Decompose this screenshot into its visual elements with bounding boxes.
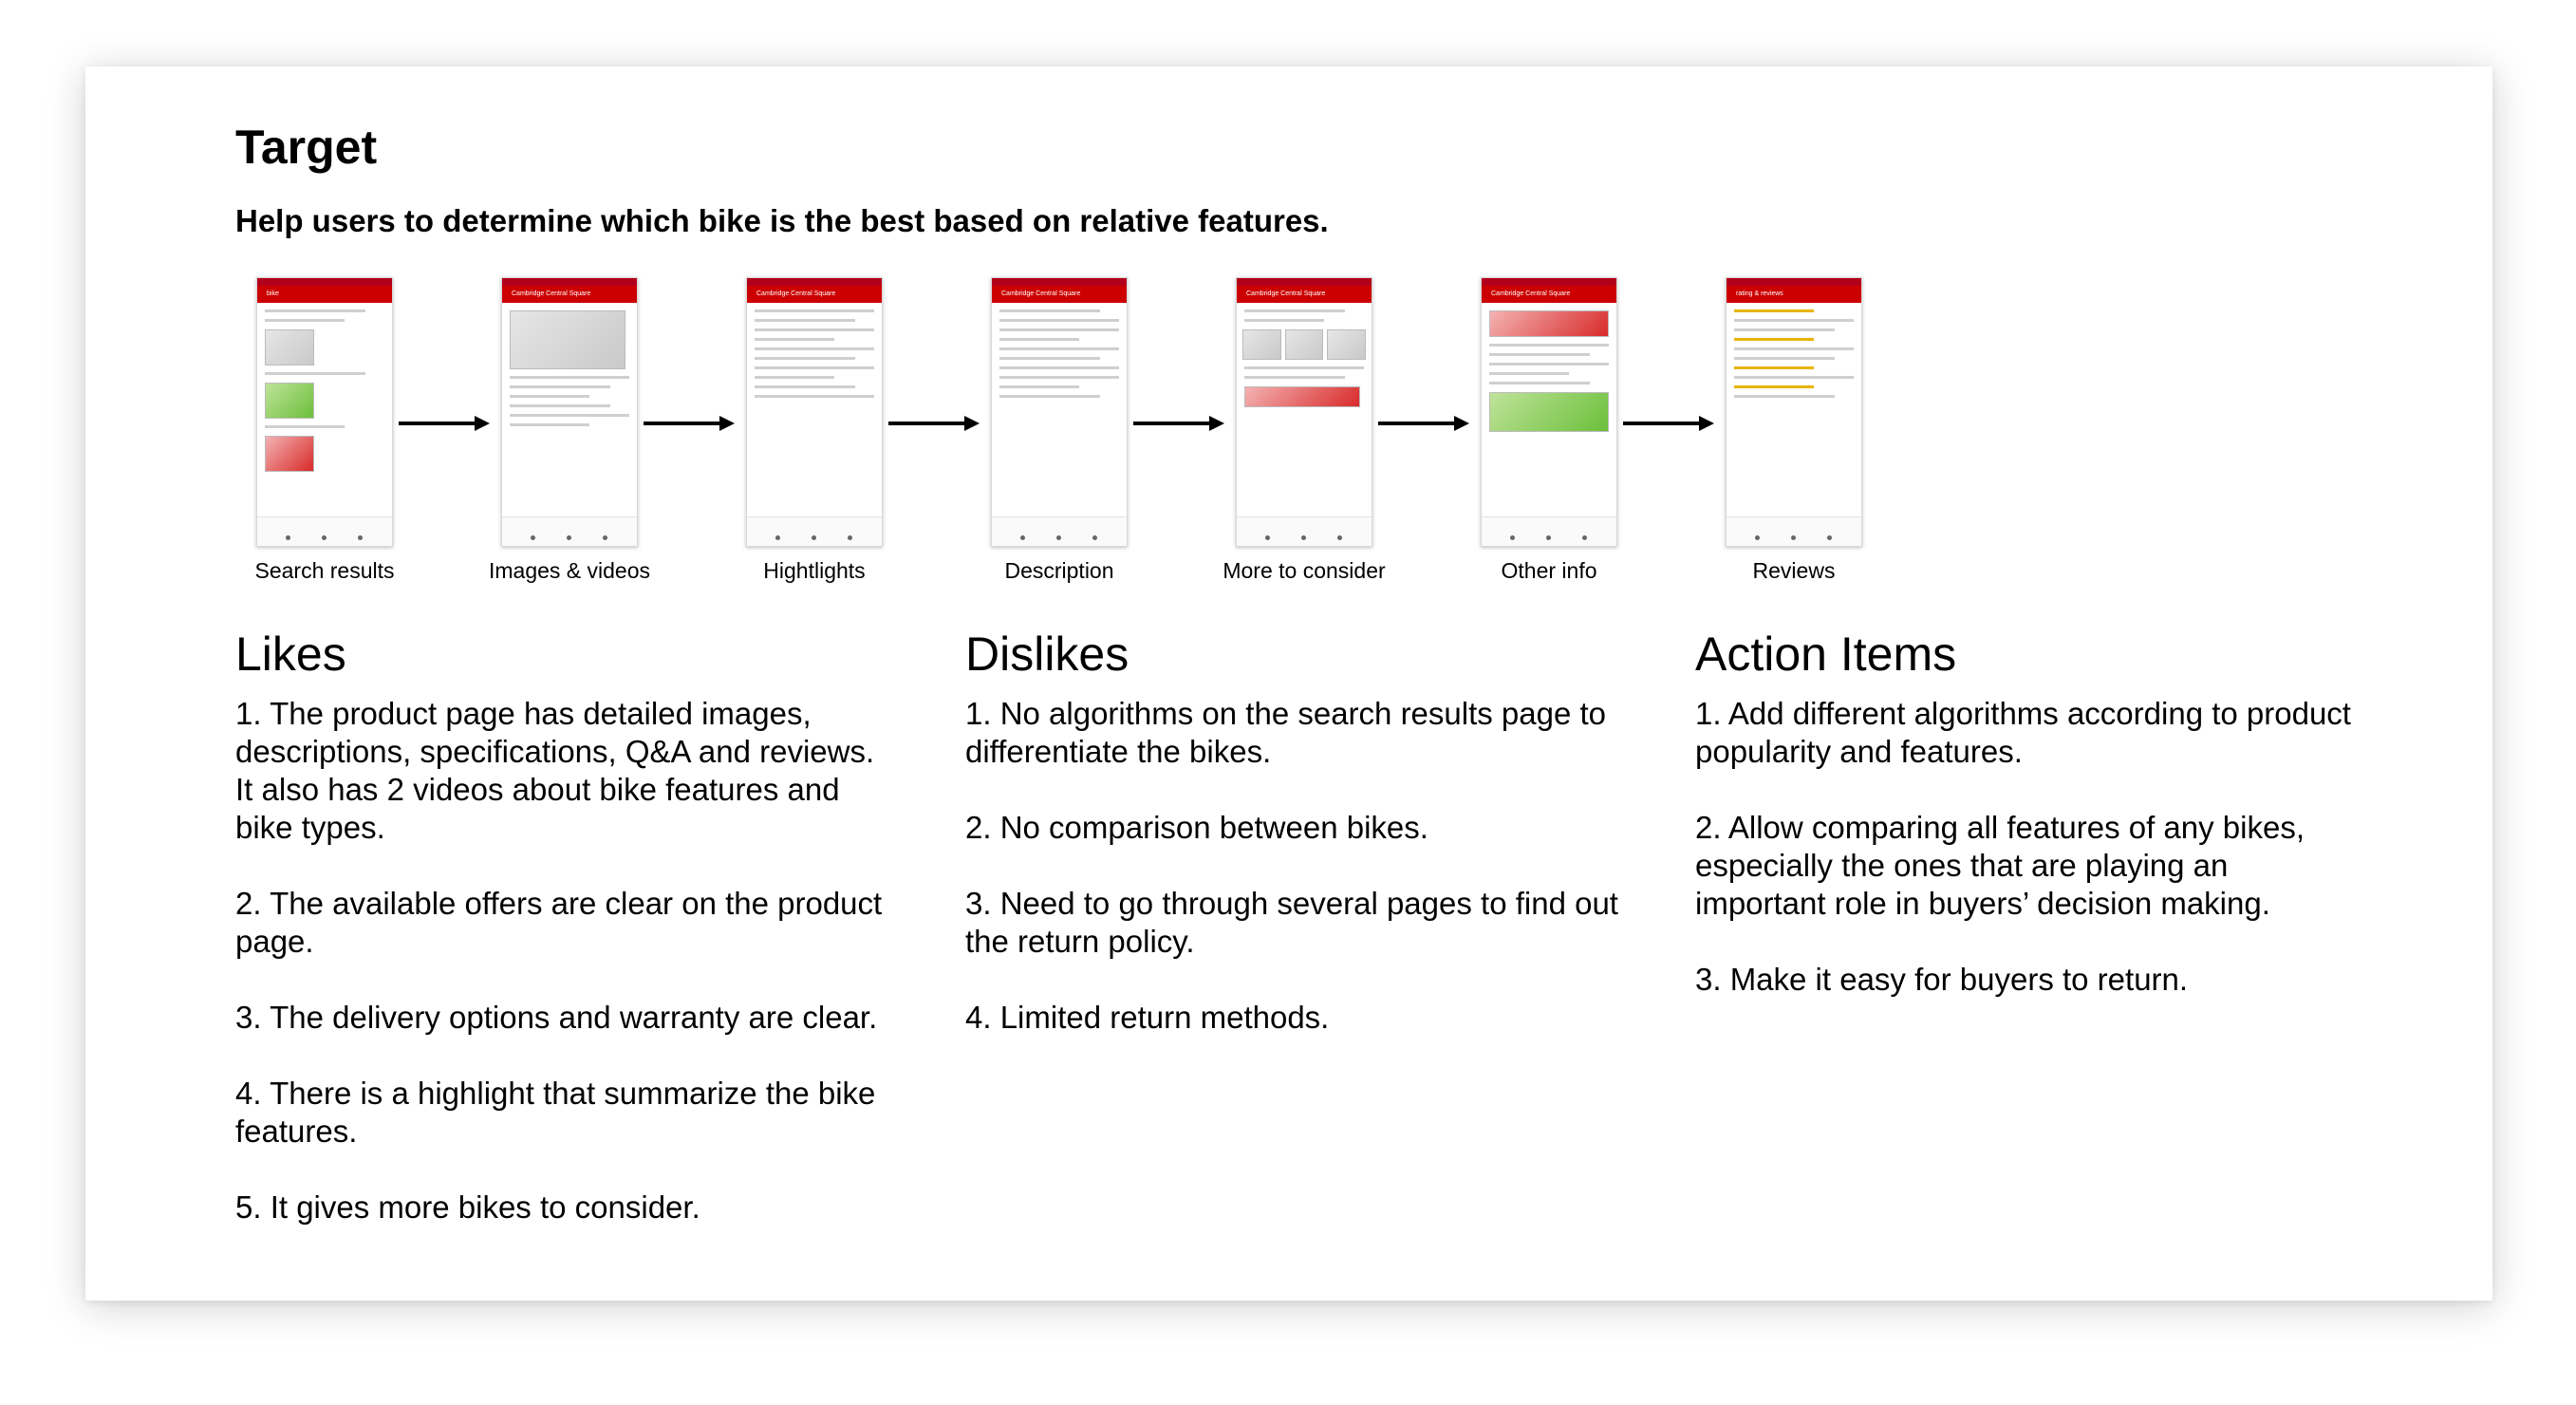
phone-screenshot — [991, 277, 1128, 547]
offer-banner — [1489, 310, 1609, 337]
step-label: Images & videos — [488, 558, 651, 583]
phone-screenshot — [1481, 277, 1617, 547]
action-items-heading: Action Items — [1695, 628, 1957, 681]
bike-thumbnail — [1327, 329, 1366, 360]
phone-screenshot — [256, 277, 393, 547]
likes-item: 5. It gives more bikes to consider. — [235, 1190, 700, 1225]
screen-title: Cambridge Central Square — [747, 286, 882, 303]
screen-title: Cambridge Central Square — [1237, 286, 1372, 303]
likes-item: 4. There is a highlight that summarize the bike features. — [235, 1076, 876, 1149]
screen-title: Cambridge Central Square — [992, 286, 1127, 303]
phone-screenshot — [1236, 277, 1372, 547]
phone-screenshot — [1726, 277, 1862, 547]
dislikes-item: 3. Need to go through several pages to find out the return policy. — [965, 886, 1618, 959]
action-item: 2. Allow comparing all features of any bikes, especially the ones that are playing an important role in buyers’ decision making. — [1695, 810, 2305, 921]
step-label: Other info — [1501, 558, 1597, 583]
action-item: 3. Make it easy for buyers to return. — [1695, 962, 2189, 997]
screen-title: Cambridge Central Square — [502, 286, 637, 303]
bike-thumbnail — [1242, 329, 1281, 360]
page-title: Target — [235, 121, 378, 174]
likes-heading: Likes — [235, 628, 346, 681]
bike-thumbnail — [265, 329, 314, 365]
dislikes-heading: Dislikes — [965, 628, 1129, 681]
step-label: Description — [1004, 558, 1114, 583]
action-item: 1. Add different algorithms according to product popularity and features. — [1695, 696, 2351, 769]
likes-item: 1. The product page has detailed images, descriptions, specifications, Q&A and reviews. It also has 2 videos about bike features and bike types. — [235, 696, 875, 845]
dislikes-item: 2. No comparison between bikes. — [965, 810, 1428, 845]
likes-item: 3. The delivery options and warranty are clear. — [235, 1000, 878, 1035]
phone-screenshot — [746, 277, 883, 547]
action-items-section — [1695, 627, 2360, 1037]
promo-banner — [1489, 392, 1609, 432]
offer-banner — [1244, 386, 1360, 407]
page-subtitle: Help users to determine which bike is the best based on relative features. — [235, 203, 1329, 238]
likes-section — [235, 627, 900, 1264]
screen-flow — [85, 277, 2492, 590]
likes-item: 2. The available offers are clear on the product page. — [235, 886, 883, 959]
flow-step-reviews — [1680, 277, 1908, 584]
step-label: Hightlights — [763, 558, 866, 583]
step-label: Search results — [254, 558, 395, 583]
screen-title: bike — [257, 286, 392, 303]
step-label: More to consider — [1223, 558, 1386, 583]
phone-screenshot — [501, 277, 638, 547]
step-label: Reviews — [1752, 558, 1836, 583]
bike-thumbnail — [265, 383, 314, 419]
bike-thumbnail — [1285, 329, 1324, 360]
dislikes-section — [965, 627, 1630, 1075]
product-image — [510, 310, 625, 369]
bike-thumbnail — [265, 436, 314, 472]
screen-title: Cambridge Central Square — [1482, 286, 1616, 303]
screen-title: rating & reviews — [1727, 286, 1861, 303]
dislikes-item: 4. Limited return methods. — [965, 1000, 1330, 1035]
dislikes-item: 1. No algorithms on the search results page to differentiate the bikes. — [965, 696, 1607, 769]
case-study-card — [85, 66, 2492, 1301]
